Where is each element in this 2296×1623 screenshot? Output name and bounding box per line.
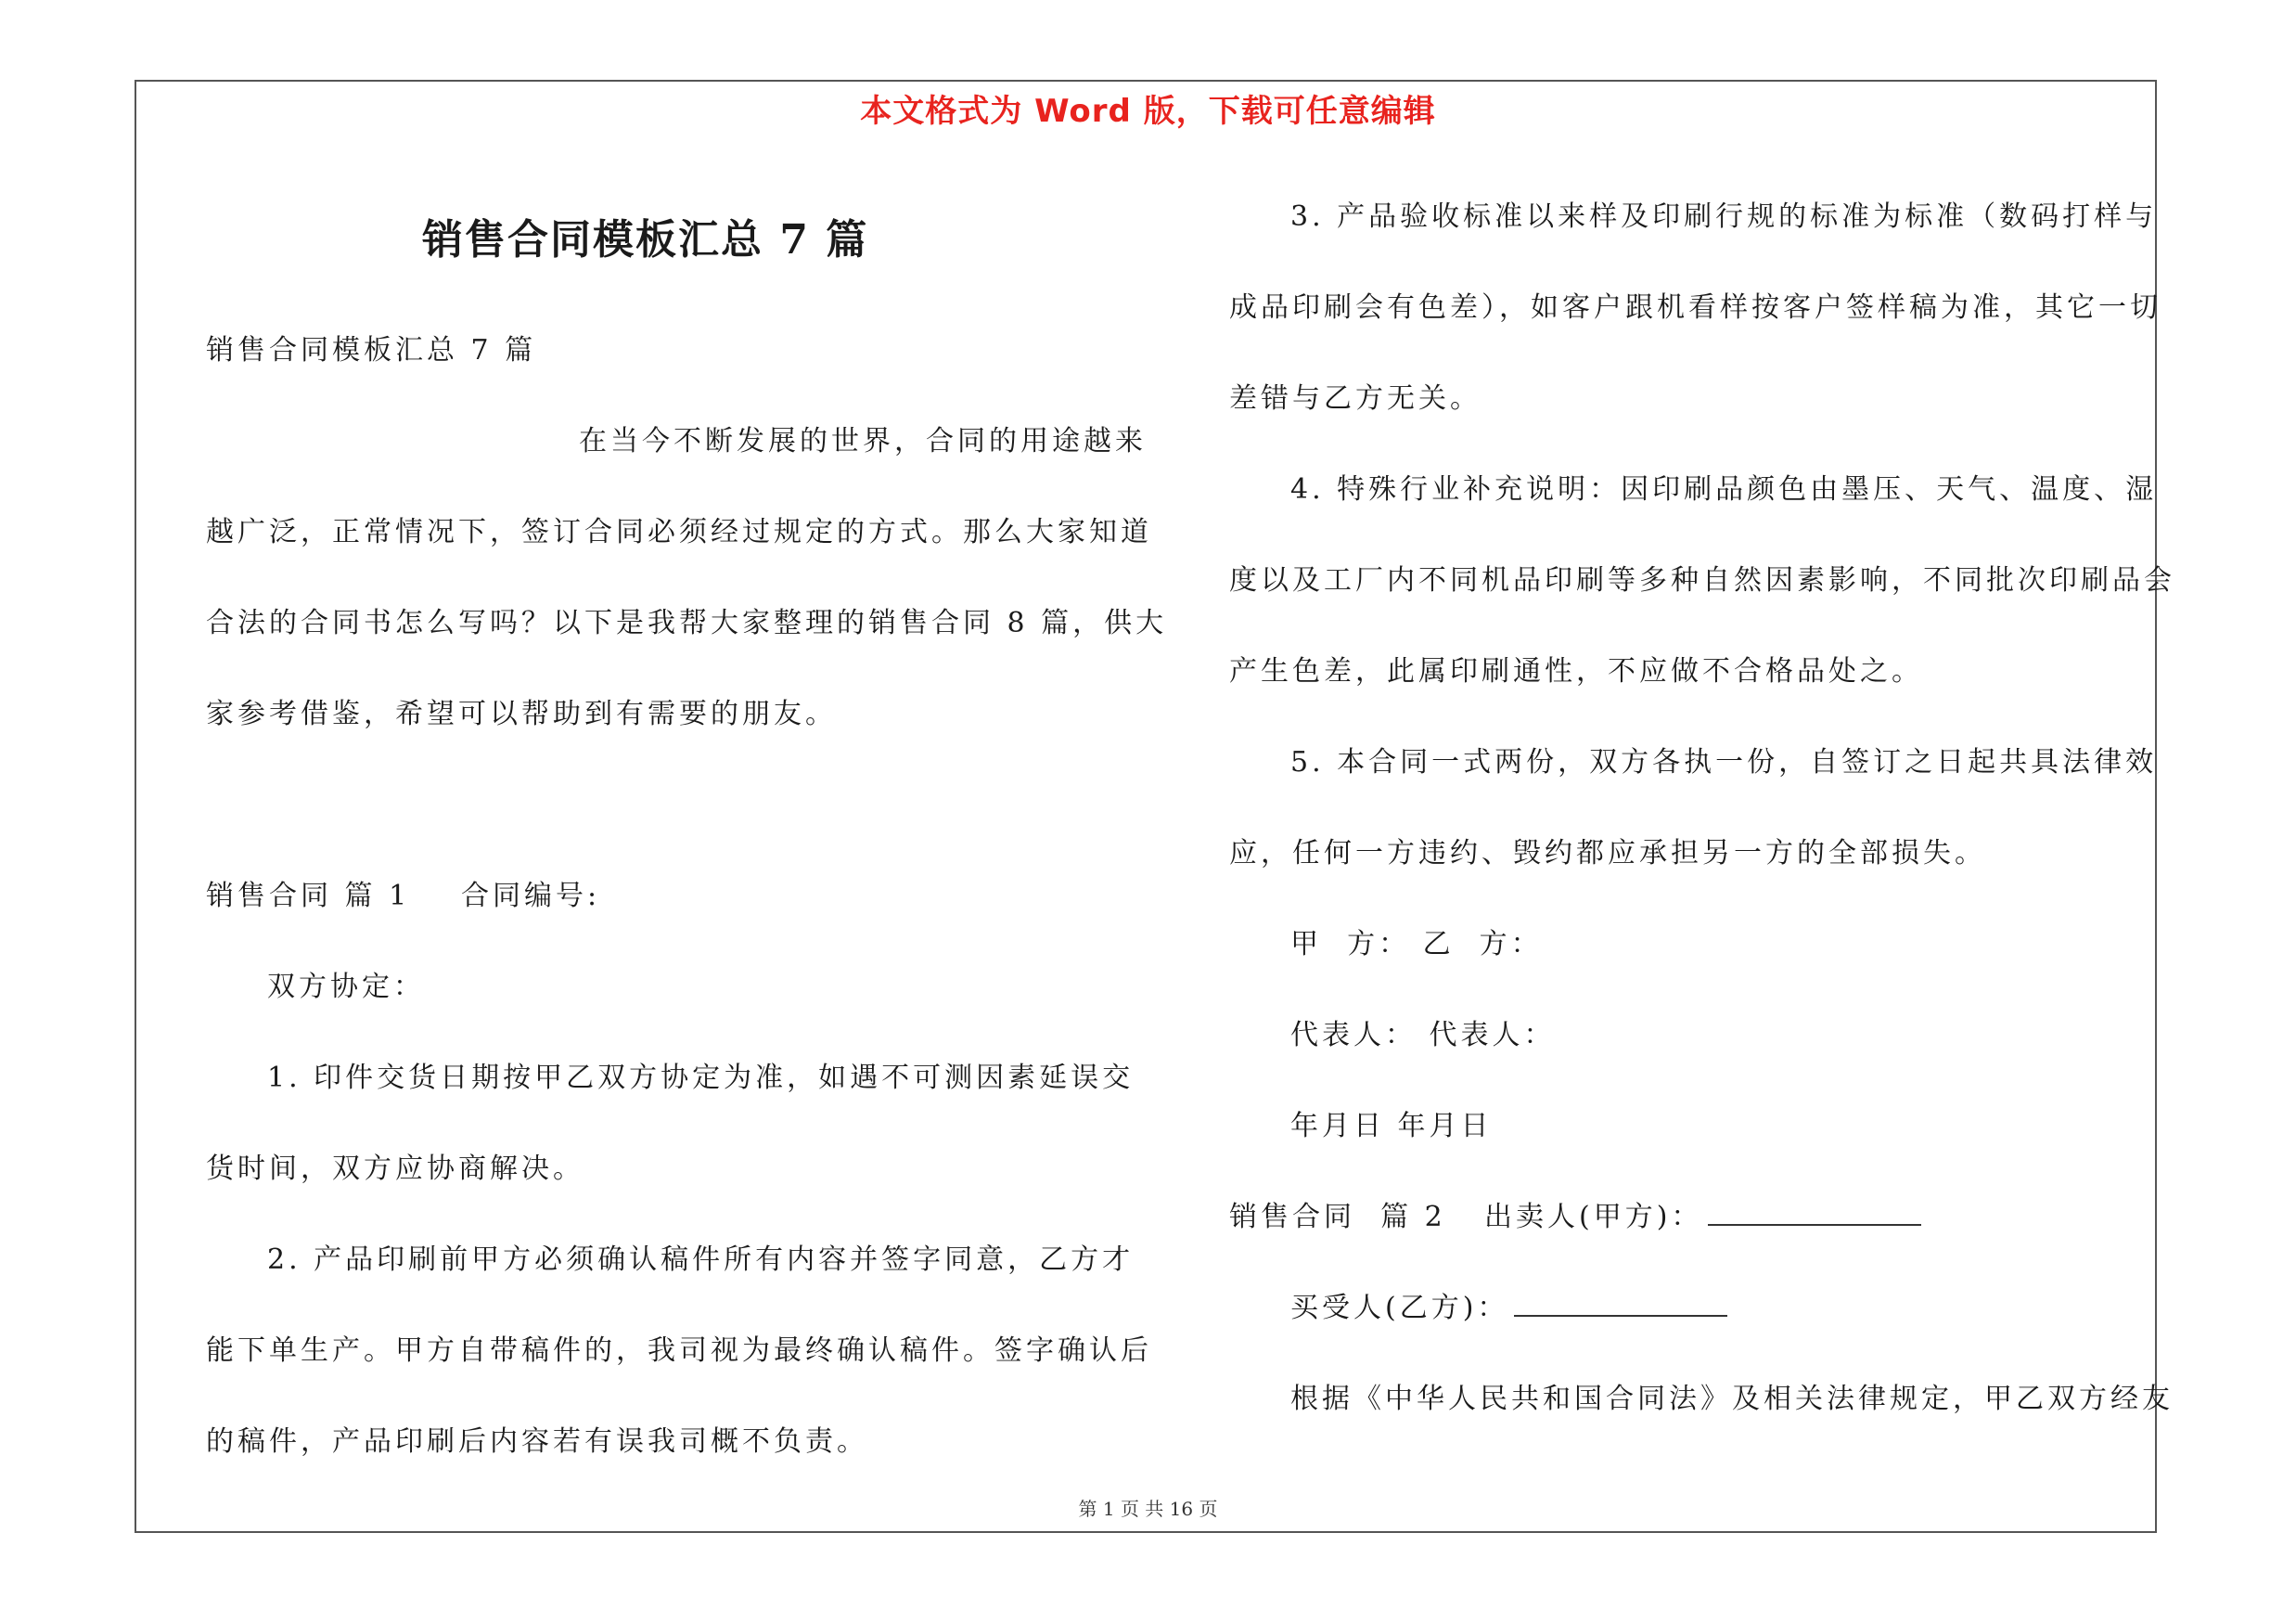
intro-line-3: 合法的合同书怎么写吗？以下是我帮大家整理的销售合同 8 篇，供大 [206,607,1168,639]
section-2-heading: 销售合同 篇 2 [1229,1201,1446,1233]
intro-line-2: 越广泛，正常情况下，签订合同必须经过规定的方式。那么大家知道 [206,516,1152,548]
page-number-footer: 第 1 页 共 16 页 [1078,1498,1218,1520]
section-1-heading: 销售合同 篇 1 [206,880,411,912]
item-1-line-1: 1. 印件交货日期按甲乙双方协定为准，如遇不可测因素延误交 [267,1062,1135,1094]
item-1-line-2: 货时间，双方应协商解决。 [206,1153,584,1185]
dates-line: 年月日 年月日 [1290,1110,1493,1142]
parties-line: 甲 方： 乙 方： [1290,928,1543,960]
item-5-line-2: 应，任何一方违约、毁约都应承担另一方的全部损失。 [1229,837,1986,869]
buyer-blank [1514,1291,1727,1317]
buyer-field [1290,1284,1727,1325]
seller-field [1484,1193,1921,1234]
word-format-notice: 本文格式为 Word 版，下载可任意编辑 [860,93,1436,130]
item-2-line-3: 的稿件，产品印刷后内容若有误我司概不负责。 [206,1425,868,1458]
item-4-line-3: 产生色差，此属印刷通性，不应做不合格品处之。 [1229,655,1923,688]
item-5-line-1: 5. 本合同一式两份，双方各执一份，自签订之日起共具法律效 [1290,746,2158,779]
item-2-line-1: 2. 产品印刷前甲方必须确认稿件所有内容并签字同意，乙方才 [267,1243,1135,1276]
seller-label: 出卖人(甲方)： [1484,1201,1703,1233]
representatives-line: 代表人： 代表人： [1290,1019,1556,1051]
buyer-label: 买受人(乙方)： [1290,1292,1509,1324]
item-4-line-2: 度以及工厂内不同机品印刷等多种自然因素影响，不同批次印刷品会 [1229,564,2175,597]
seller-blank [1708,1200,1921,1226]
item-3-line-1: 3. 产品验收标准以来样及印刷行规的标准为标准（数码打样与 [1290,200,2158,233]
contract-number-label: 合同编号: [461,880,601,912]
legal-basis-line: 根据《中华人民共和国合同法》及相关法律规定，甲乙双方经友 [1290,1383,2174,1415]
agreement-label: 双方协定： [267,971,425,1003]
item-2-line-2: 能下单生产。甲方自带稿件的，我司视为最终确认稿件。签字确认后 [206,1334,1152,1367]
intro-line-1: 在当今不断发展的世界，合同的用途越来 [579,425,1147,457]
item-4-line-1: 4. 特殊行业补充说明：因印刷品颜色由墨压、天气、温度、湿 [1290,473,2158,506]
document-title: 销售合同模板汇总 7 篇 [422,216,869,264]
item-3-line-3: 差错与乙方无关。 [1229,382,1481,415]
subtitle: 销售合同模板汇总 7 篇 [206,334,537,367]
intro-line-4: 家参考借鉴，希望可以帮助到有需要的朋友。 [206,698,837,730]
item-3-line-2: 成品印刷会有色差），如客户跟机看样按客户签样稿为准，其它一切 [1229,291,2161,324]
